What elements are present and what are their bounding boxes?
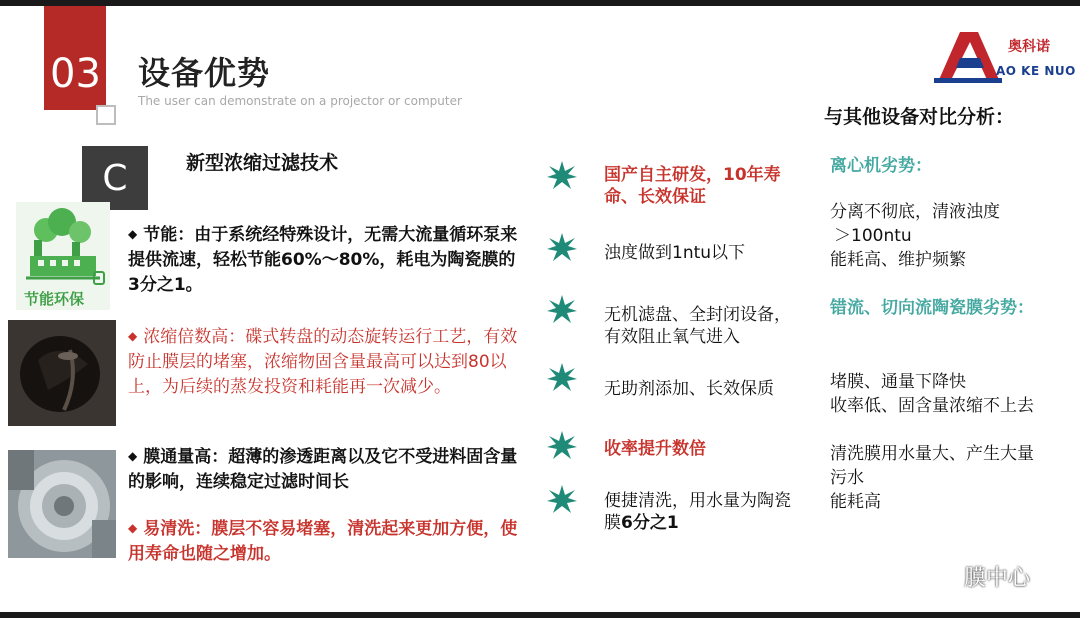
comparison-heading: 与其他设备对比分析： xyxy=(824,106,1015,128)
feature-no-additives: 无助剂添加、长效保质 xyxy=(604,379,774,399)
bullet-high-flux: ◆ 膜通量高：超薄的渗透距离以及它不受进料固含量的影响，连续稳定过滤时间长 xyxy=(128,447,518,492)
ceramic-line: 堵膜、通量下降快 xyxy=(830,372,966,392)
centrifuge-line: 能耗高、维护频繁 xyxy=(830,250,966,270)
ceramic-line: 清洗膜用水量大、产生大量污水 xyxy=(830,444,1034,488)
slide xyxy=(0,6,1080,612)
section-letter-box xyxy=(82,146,148,210)
ceramic-title: 错流、切向流陶瓷膜劣势： xyxy=(830,298,1034,318)
centrifuge-title: 离心机劣势： xyxy=(830,156,932,176)
star-burst-icon xyxy=(546,484,578,516)
star-burst-icon xyxy=(546,160,578,192)
concentrate-photo xyxy=(8,320,116,426)
feature-domestic-rd: 国产自主研发，10年寿命、长效保证 xyxy=(604,165,781,207)
feature-easy-cleaning: 便捷清洗，用水量为陶瓷膜6分之1 xyxy=(604,491,791,533)
watermark-text: 膜中心 xyxy=(964,566,1031,591)
section-number-box xyxy=(44,6,106,110)
eco-caption: 节能环保 xyxy=(24,290,85,308)
star-burst-icon xyxy=(546,362,578,394)
ceramic-line: 收率低、固含量浓缩不上去 xyxy=(830,396,1034,416)
diamond-bullet-icon: ◆ xyxy=(128,227,138,241)
diamond-bullet-icon: ◆ xyxy=(128,521,138,535)
section-number: 03 xyxy=(50,51,101,97)
page-subtitle: The user can demonstrate on a projector or computer xyxy=(138,94,462,108)
diamond-bullet-icon: ◆ xyxy=(128,329,138,343)
logo-text-cn: 奥科诺 xyxy=(1008,39,1050,55)
bullet-easy-cleaning: ◆ 易清洗：膜层不容易堵塞，清洗起来更加方便，使用寿命也随之增加。 xyxy=(128,519,518,564)
corner-square-decoration xyxy=(96,105,116,125)
feature-turbidity: 浊度做到1ntu以下 xyxy=(604,243,746,263)
energy-saving-image xyxy=(16,202,110,310)
star-burst-icon xyxy=(546,294,578,326)
feature-sealed-design: 无机滤盘、全封闭设备，有效阻止氧气进入 xyxy=(604,305,791,347)
section-title: 新型浓缩过滤技术 xyxy=(186,152,339,174)
logo-text-en: AO KE NUO xyxy=(996,64,1076,78)
centrifuge-line: 分离不彻底，清液浊度 xyxy=(830,202,1000,222)
diamond-bullet-icon: ◆ xyxy=(128,449,138,463)
star-burst-icon xyxy=(546,430,578,462)
wechat-icon xyxy=(920,562,956,590)
ceramic-line: 能耗高 xyxy=(830,492,881,512)
page-title: 设备优势 xyxy=(138,54,271,92)
star-burst-icon xyxy=(546,232,578,264)
membrane-disc-photo xyxy=(8,450,116,558)
bullet-high-concentration: ◆ 浓缩倍数高：碟式转盘的动态旋转运行工艺，有效防止膜层的堵塞，浓缩物固含量最高可以达到80以上，为后续的蒸发投资和耗能再一次减少。 xyxy=(128,327,518,397)
section-letter: C xyxy=(102,157,128,199)
centrifuge-line: ＞100ntu xyxy=(834,226,912,246)
bullet-energy-saving: ◆ 节能：由于系统经特殊设计，无需大流量循环泵来提供流速，轻松节能60%～80%，耗电为陶瓷膜的3分之1。 xyxy=(128,225,518,295)
feature-yield: 收率提升数倍 xyxy=(604,439,706,459)
